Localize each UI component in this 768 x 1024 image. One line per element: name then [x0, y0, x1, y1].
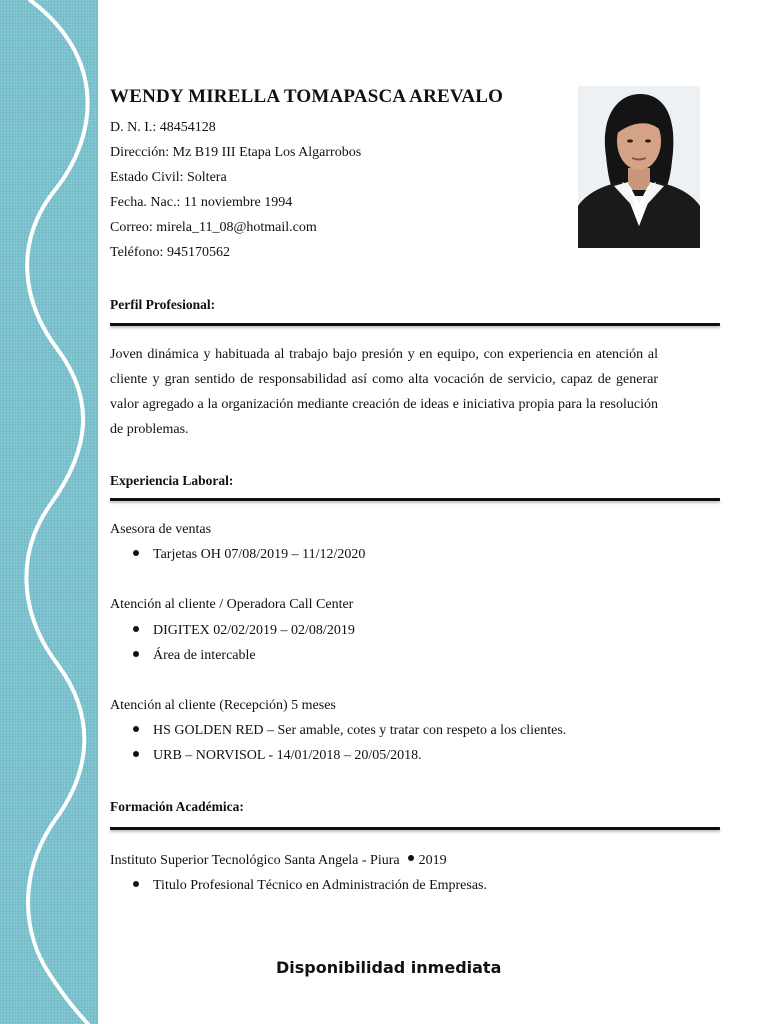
experience-section-title: Experiencia Laboral: — [110, 473, 234, 488]
section-divider — [110, 323, 720, 326]
profile-text: Joven dinámica y habituada al trabajo bajo presión y en equipo, con experiencia en atención al cliente y gran sentido de responsabilidad así como alta vocación de servicio, capaz de generar valor agregado a la organización mediante creación de ideas e iniciativa propia para la resolución de problemas. — [110, 347, 658, 437]
phone-line: Teléfono: 945170562 — [110, 245, 230, 260]
list-item-text: Tarjetas OH 07/08/2019 – 11/12/2020 — [153, 547, 366, 562]
list-item — [133, 547, 365, 563]
job-role: Atención al cliente (Recepción) 5 meses — [110, 698, 336, 713]
education-section-title: Formación Académica: — [110, 799, 244, 814]
graduation-year: 2019 — [418, 853, 447, 868]
civil-status-line: Estado Civil: Soltera — [110, 170, 227, 185]
candidate-name: WENDY MIRELLA TOMAPASCA AREVALO — [110, 86, 504, 107]
list-item — [133, 878, 487, 894]
bullet-icon — [408, 855, 414, 861]
list-item-text: HS GOLDEN RED – Ser amable, cotes y tratar con respeto a los clientes. — [153, 723, 567, 738]
list-item-text: Área de intercable — [153, 648, 256, 663]
availability-note: Disponibilidad inmediata — [276, 958, 502, 977]
wave-line-decoration — [0, 0, 98, 1024]
bullet-icon — [133, 651, 139, 657]
list-item-text: URB – NORVISOL - 14/01/2018 – 20/05/2018. — [153, 748, 422, 763]
bullet-icon — [133, 550, 139, 556]
section-divider — [110, 498, 720, 501]
list-item — [133, 623, 355, 639]
bullet-icon — [133, 881, 139, 887]
decorative-sidebar — [0, 0, 98, 1024]
education-institution-line — [110, 853, 447, 869]
profile-section-title: Perfil Profesional: — [110, 297, 216, 312]
bullet-icon — [133, 751, 139, 757]
section-divider — [110, 827, 720, 830]
job-role: Asesora de ventas — [110, 522, 212, 537]
list-item — [133, 648, 256, 664]
dni-line: D. N. I.: 48454128 — [110, 120, 216, 135]
list-item-text: Titulo Profesional Técnico en Administración de Empresas. — [153, 878, 488, 893]
list-item — [133, 748, 422, 764]
birth-date-line: Fecha. Nac.: 11 noviembre 1994 — [110, 195, 293, 210]
list-item-text: DIGITEX 02/02/2019 – 02/08/2019 — [153, 623, 355, 638]
profile-photo — [578, 86, 700, 248]
bullet-icon — [133, 626, 139, 632]
job-role: Atención al cliente / Operadora Call Center — [110, 597, 354, 612]
institution-name: Instituto Superior Tecnológico Santa Angela - Piura — [110, 853, 400, 868]
email-line: Correo: mirela_11_08@hotmail.com — [110, 220, 317, 235]
bullet-icon — [133, 726, 139, 732]
list-item — [133, 723, 566, 739]
address-line: Dirección: Mz B19 III Etapa Los Algarrobos — [110, 145, 362, 160]
